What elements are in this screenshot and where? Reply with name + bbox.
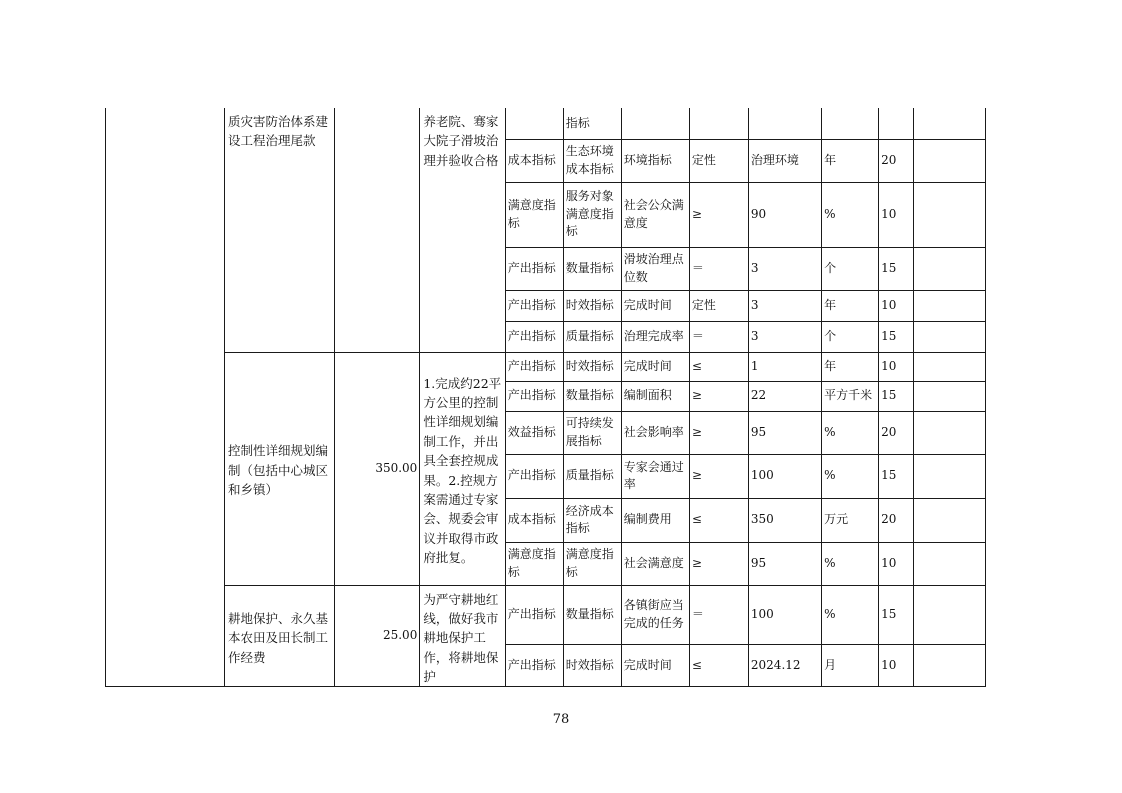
indicator-value: 3 (748, 247, 821, 290)
indicator-unit: 个 (822, 321, 879, 352)
level3-indicator: 滑坡治理点位数 (621, 247, 689, 290)
level3-indicator: 社会满意度 (621, 542, 689, 585)
level1-indicator: 产出指标 (505, 352, 563, 381)
indicator-value: 95 (748, 411, 821, 454)
page-number: 78 (552, 712, 570, 727)
indicator-operator: ≥ (689, 542, 748, 585)
remark-cell (913, 645, 985, 687)
indicator-operator: 定性 (689, 139, 748, 182)
level1-indicator: 产出指标 (505, 585, 563, 645)
level3-indicator: 编制面积 (621, 381, 689, 411)
indicator-value: 350 (748, 498, 821, 542)
indicator-operator: ≤ (689, 645, 748, 687)
remark-cell (913, 139, 985, 182)
indicator-weight: 20 (879, 498, 914, 542)
level3-indicator: 社会影响率 (621, 411, 689, 454)
indicator-value: 3 (748, 290, 821, 321)
indicator-unit: 年 (822, 139, 879, 182)
indicator-unit: % (822, 182, 879, 247)
project-goal: 为严守耕地红线，做好我市耕地保护工作，将耕地保护 (420, 585, 505, 687)
indicator-unit: % (822, 454, 879, 498)
level3-indicator: 编制费用 (621, 498, 689, 542)
indicator-unit: 年 (822, 352, 879, 381)
remark-cell (913, 290, 985, 321)
project-amount: 25.00 (334, 585, 419, 687)
indicator-value: 100 (748, 585, 821, 645)
indicator-weight: 15 (879, 247, 914, 290)
remark-cell (913, 321, 985, 352)
indicator-value: 3 (748, 321, 821, 352)
indicator-operator: 定性 (689, 290, 748, 321)
level3-indicator: 专家会通过率 (621, 454, 689, 498)
indicator-value: 22 (748, 381, 821, 411)
indicator-unit: % (822, 585, 879, 645)
remark-cell (913, 411, 985, 454)
indicator-value: 1 (748, 352, 821, 381)
indicator-unit: 个 (822, 247, 879, 290)
performance-target-table (105, 108, 986, 687)
remark-cell (913, 352, 985, 381)
indicator-unit: 年 (822, 290, 879, 321)
level2-indicator: 满意度指标 (563, 542, 621, 585)
level1-indicator: 产出指标 (505, 645, 563, 687)
indicator-weight: 10 (879, 352, 914, 381)
level1-indicator: 产出指标 (505, 247, 563, 290)
indicator-weight: 10 (879, 182, 914, 247)
level1-indicator: 满意度指标 (505, 542, 563, 585)
level2-indicator: 指标 (563, 108, 621, 139)
project-amount (334, 108, 419, 352)
indicator-weight: 10 (879, 290, 914, 321)
indicator-value: 2024.12 (748, 645, 821, 687)
level2-indicator: 可持续发展指标 (563, 411, 621, 454)
indicator-weight: 15 (879, 454, 914, 498)
level2-indicator: 质量指标 (563, 321, 621, 352)
level3-indicator: 完成时间 (621, 290, 689, 321)
indicator-operator: ≥ (689, 411, 748, 454)
indicator-operator: ≤ (689, 498, 748, 542)
indicator-unit (822, 108, 879, 139)
level3-indicator: 环境指标 (621, 139, 689, 182)
remark-cell (913, 108, 985, 139)
level2-indicator: 经济成本指标 (563, 498, 621, 542)
indicator-operator: ≥ (689, 381, 748, 411)
indicator-weight: 10 (879, 542, 914, 585)
project-name: 控制性详细规划编制（包括中心城区和乡镇） (225, 352, 335, 585)
remark-cell (913, 182, 985, 247)
department-cell (106, 108, 225, 687)
level2-indicator: 时效指标 (563, 645, 621, 687)
indicator-unit: % (822, 411, 879, 454)
indicator-unit: 万元 (822, 498, 879, 542)
level1-indicator: 产出指标 (505, 454, 563, 498)
level1-indicator: 产出指标 (505, 290, 563, 321)
indicator-operator: ＝ (689, 247, 748, 290)
indicator-value: 治理环境 (748, 139, 821, 182)
project-goal: 1.完成约22平方公里的控制性详细规划编制工作，并出具全套控规成果。2.控规方案需通过专家会、规委会审议并取得市政府批复。 (420, 352, 505, 585)
level1-indicator: 效益指标 (505, 411, 563, 454)
level3-indicator: 各镇街应当完成的任务 (621, 585, 689, 645)
level1-indicator (505, 108, 563, 139)
level1-indicator: 满意度指标 (505, 182, 563, 247)
level1-indicator: 成本指标 (505, 498, 563, 542)
level2-indicator: 数量指标 (563, 247, 621, 290)
level2-indicator: 质量指标 (563, 454, 621, 498)
indicator-operator: ≥ (689, 454, 748, 498)
remark-cell (913, 454, 985, 498)
indicator-weight: 10 (879, 645, 914, 687)
indicator-operator: ≤ (689, 352, 748, 381)
indicator-weight (879, 108, 914, 139)
level1-indicator: 产出指标 (505, 321, 563, 352)
indicator-weight: 20 (879, 139, 914, 182)
level3-indicator: 治理完成率 (621, 321, 689, 352)
project-name: 质灾害防治体系建设工程治理尾款 (225, 108, 335, 352)
indicator-weight: 15 (879, 381, 914, 411)
project-goal: 养老院、骞家大院子滑坡治理并验收合格 (420, 108, 505, 352)
indicator-value (748, 108, 821, 139)
project-name: 耕地保护、永久基本农田及田长制工作经费 (225, 585, 335, 687)
level2-indicator: 服务对象满意度指标 (563, 182, 621, 247)
level2-indicator: 时效指标 (563, 290, 621, 321)
indicator-weight: 15 (879, 585, 914, 645)
indicator-weight: 20 (879, 411, 914, 454)
indicator-weight: 15 (879, 321, 914, 352)
level3-indicator: 社会公众满意度 (621, 182, 689, 247)
indicator-value: 95 (748, 542, 821, 585)
remark-cell (913, 381, 985, 411)
remark-cell (913, 247, 985, 290)
level1-indicator: 成本指标 (505, 139, 563, 182)
level2-indicator: 数量指标 (563, 585, 621, 645)
indicator-unit: 月 (822, 645, 879, 687)
indicator-unit: % (822, 542, 879, 585)
level3-indicator: 完成时间 (621, 352, 689, 381)
level3-indicator (621, 108, 689, 139)
indicator-value: 90 (748, 182, 821, 247)
indicator-value: 100 (748, 454, 821, 498)
level2-indicator: 数量指标 (563, 381, 621, 411)
level2-indicator: 生态环境成本指标 (563, 139, 621, 182)
remark-cell (913, 542, 985, 585)
remark-cell (913, 585, 985, 645)
level2-indicator: 时效指标 (563, 352, 621, 381)
indicator-operator (689, 108, 748, 139)
remark-cell (913, 498, 985, 542)
level1-indicator: 产出指标 (505, 381, 563, 411)
project-amount: 350.00 (334, 352, 419, 585)
level3-indicator: 完成时间 (621, 645, 689, 687)
indicator-operator: ＝ (689, 585, 748, 645)
indicator-operator: ≥ (689, 182, 748, 247)
indicator-operator: ＝ (689, 321, 748, 352)
indicator-unit: 平方千米 (822, 381, 879, 411)
